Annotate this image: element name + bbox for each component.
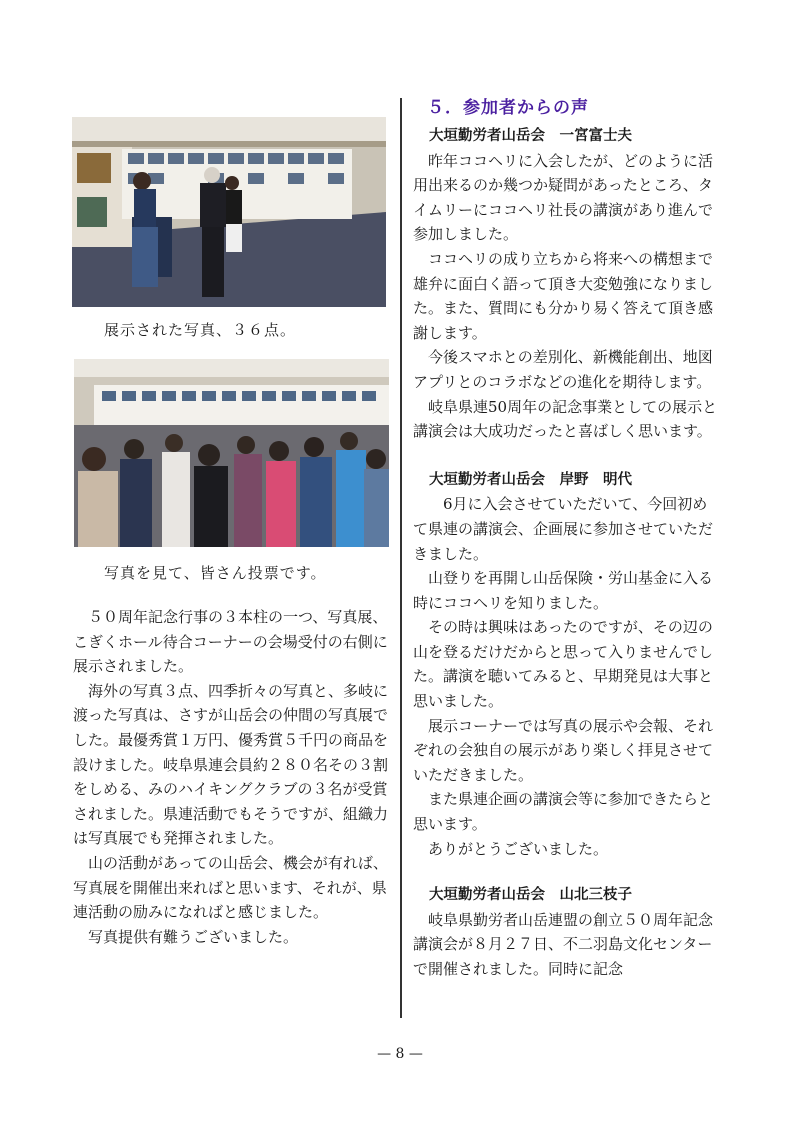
paragraph: また県連企画の講演会等に参加できたらと思います。 bbox=[413, 790, 714, 834]
paragraph: ありがとうございました。 bbox=[428, 839, 609, 858]
paragraph: 岐阜県連50周年の記念事業としての展示と講演会は大成功だったと喜ばしく思います。 bbox=[413, 397, 718, 441]
paragraph: 展示コーナーでは写真の展示や会報、それぞれの会独自の展示があり楽しく拝見させていただきました。 bbox=[413, 716, 714, 784]
photo1-caption: 展示された写真、３６点。 bbox=[104, 321, 297, 339]
voice-author: 大垣勤労者山岳会 一宮富士夫 bbox=[429, 128, 632, 144]
voice-author: 大垣勤労者山岳会 山北三枝子 bbox=[429, 887, 632, 904]
page-number: — 8 — bbox=[377, 1046, 423, 1062]
paragraph: 海外の写真３点、四季折々の写真と、多岐に渡った写真は、さすが山岳会の仲間の写真展でした。最優秀賞１万円、優秀賞５千円の商品を設けました。岐阜県連会員約２８０名その３割をしめる、みのハイキングクラブの３名が受賞されました。県連活動でもそうですが、組織力は写真展でも発揮されました。 bbox=[73, 681, 389, 848]
section-title: ５．参加者からの声 bbox=[427, 98, 589, 118]
paragraph: 写真提供有難うございました。 bbox=[88, 927, 299, 946]
paragraph: 山の活動があっての山岳会、機会が有れば、写真展を開催出来ればと思います、それが、県連活動の励みになればと感じました。 bbox=[73, 853, 388, 922]
photo2-caption: 写真を見て、皆さん投票です。 bbox=[104, 564, 327, 582]
paragraph: ココヘリの成り立ちから将来への構想まで雄弁に面白く語って頂き大変勉強になりました。また、質問にも分かり易く答えて頂き感謝します。 bbox=[413, 249, 714, 342]
paragraph: 6月に入会させていただいて、今回初めて県連の講演会、企画展に参加させていただきました。 bbox=[413, 495, 714, 563]
paragraph: ５０周年記念行事の３本柱の一つ、写真展、こぎくホール待合コーナーの会場受付の右側に展示されました。 bbox=[73, 608, 388, 676]
paragraph: その時は興味はあったのですが、その辺の山を登るだけだからと思って入りませんでした。講演を聴いてみると、早期発見は大事と思いました。 bbox=[413, 618, 714, 711]
paragraph: 昨年ココヘリに入会したが、どのように活用出来るのか幾つか疑問があったところ、タイムリーにココヘリ社長の講演があり進んで参加しました。 bbox=[413, 151, 714, 244]
exhibition-photo-1 bbox=[72, 117, 386, 307]
paragraph: 岐阜県勤労者山岳連盟の創立５０周年記念講演会が８月２７日、不二羽島文化センターで開催されました。同時に記念 bbox=[413, 910, 714, 978]
voice-author: 大垣勤労者山岳会 岸野 明代 bbox=[429, 471, 632, 488]
exhibition-photo-2 bbox=[74, 359, 389, 547]
column-divider bbox=[400, 98, 402, 1018]
left-body-text bbox=[73, 605, 393, 949]
paragraph: 今後スマホとの差別化、新機能創出、地図アプリとのコラボなどの進化を期待します。 bbox=[413, 348, 713, 391]
participant-voices-section bbox=[413, 96, 718, 982]
paragraph: 山登りを再開し山岳保険・労山基金に入る時にココヘリを知りました。 bbox=[413, 569, 714, 612]
